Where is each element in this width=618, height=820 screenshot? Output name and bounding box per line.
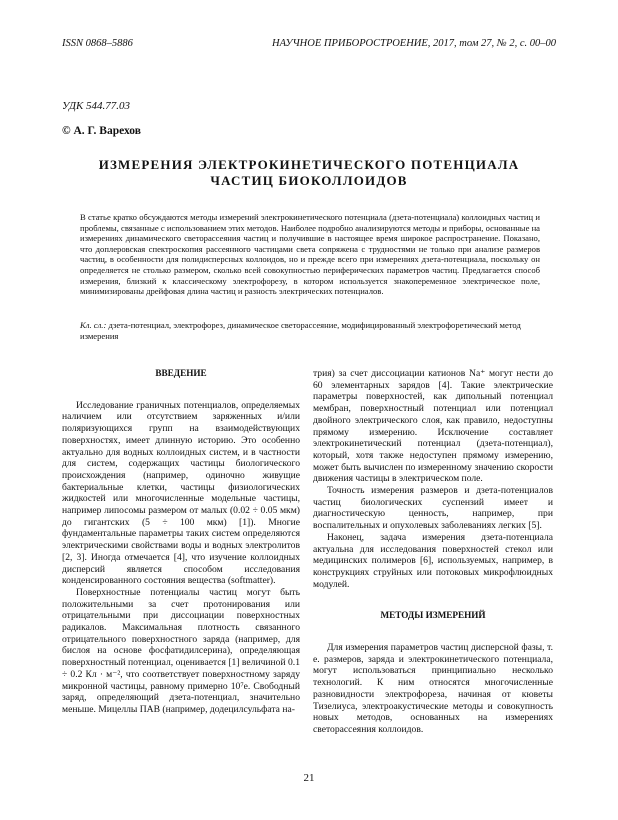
journal-reference: НАУЧНОЕ ПРИБОРОСТРОЕНИЕ, 2017, том 27, № 2, с. 00–00	[272, 38, 556, 49]
paragraph: Для измерения параметров частиц дисперсной фазы, т. е. размеров, заряда и электрокинетического потенциала, могут использоваться принципиально несколько технологий. К ним относятся многочисленные разновидности электрофореза, начиная от кюветы Тизелиуса, электроакустические методы и совокупность новых методов, основанных на измерениях светорассеяния коллоидов.	[313, 642, 553, 735]
section-heading-intro: ВВЕДЕНИЕ	[155, 368, 207, 378]
keywords	[80, 320, 540, 341]
title-line-2: ЧАСТИЦ БИОКОЛЛОИДОВ	[210, 173, 408, 188]
author: © А. Г. Варехов	[62, 125, 141, 137]
keywords-text: дзета-потенциал, электрофорез, динамическое светорассеяние, модифицированный электрофоретический метод измерения	[80, 320, 521, 341]
paragraph: трия) за счет диссоциации катионов Na⁺ могут нести до 60 элементарных зарядов [4]. Такие электрические параметры поверхностей, как дипольный потенциал мембран, поверхностный потенциал или потенциал двойного электрического слоя, как правило, недоступны прямому измерению. Исключение составляет электрокинетический потенциал (дзета-потенциал), который, хотя также недоступен прямому измерению, может быть вычислен по измеренному значению скорости движения частицы в электрическом поле.	[313, 368, 553, 485]
page-number: 21	[303, 772, 315, 784]
paragraph: Точность измерения размеров и дзета-потенциалов частиц биологических суспензий имеет и диагностическую ценность, например, при воспалительных и опухолевых заболеваниях легких [5].	[313, 485, 553, 532]
udk-code: УДК 544.77.03	[62, 100, 131, 112]
paragraph: Поверхностные потенциалы частиц могут быть положительными за счет протонирования или отрицательными при диссоциации поверхностных радикалов. Максимальная плотность связанного отрицательного поверхностного заряда (например, для бислоя на основе фосфатидилсерина), определяющая поверхностный потенциал, оценивается [1] величиной 0.1 ÷ 0.2 Кл · м⁻², что соответствует поверхностному заряду микронной частицы, равному примерно 10⁷e. Свободный заряд, определяющий дзета-потенциал, значительно меньше. Мицеллы ПАВ (например, додецилсульфата на-	[62, 586, 300, 715]
paragraph: Наконец, задача измерения дзета-потенциала актуальна для исследования поверхностей стекол или медицинских полимеров [6], используемых, например, в конструкциях струйных или потоковых микрофлюидных модулей.	[313, 531, 553, 590]
abstract: В статье кратко обсуждаются методы измерений электрокинетического потенциала (дзета-потенциала) коллоидных частиц и проблемы, связанные с использованием этих методов. Наиболее подробно анализируются методы и приборы, основанные на измерениях динамического светорассеяния частиц и получившие в настоящее время широкое распространение. Показано, что доплеровская спектроскопия рассеянного частицами света сопряжена с трудностями не только при анализе размеров частиц, в особенности для полидисперсных коллоидов, но и прежде всего при измерениях дзета-потенциала, поскольку он определяется не столько размером, сколько всей совокупностью периферических параметров частиц. Предлагается способ измерения, близкий к классическому электрофорезу, в котором используется знакопеременное электрическое поле, минимизированы дрейфовая длина частиц и разность электрических потенциалов.	[80, 212, 540, 297]
keywords-label: Кл. сл.:	[80, 320, 107, 330]
left-column	[62, 368, 300, 716]
paragraph: Исследование граничных потенциалов, определяемых наличием или отсутствием заряженных и/или поляризующихся групп на взаимодействующих поверхностях, имеет длинную историю. Это особенно актуально для водных коллоидных систем, и в частности для систем, содержащих частицы биологического происхождения (например, одиночно живущие бактериальные клетки, частицы физиологических жидкостей или многочисленные модельные частицы, например липосомы размером от малых (0.02 ÷ 0.05 мкм) до гигантских (5 ÷ 100 мкм) [1]). Многие фундаментальные параметры таких систем определяются электрическими свойствами воды и водных электролитов [2, 3]. Иногда отмечается [4], что изучение коллоидных дисперсий является способом исследования конденсированного состояния вещества (softmatter).	[62, 399, 300, 587]
paper-title	[62, 157, 556, 189]
issn: ISSN 0868–5886	[62, 38, 133, 49]
section-heading-methods: МЕТОДЫ ИЗМЕРЕНИЙ	[380, 610, 486, 621]
title-line-1: ИЗМЕРЕНИЯ ЭЛЕКТРОКИНЕТИЧЕСКОГО ПОТЕНЦИАЛА	[98, 157, 520, 172]
right-column	[313, 368, 553, 736]
